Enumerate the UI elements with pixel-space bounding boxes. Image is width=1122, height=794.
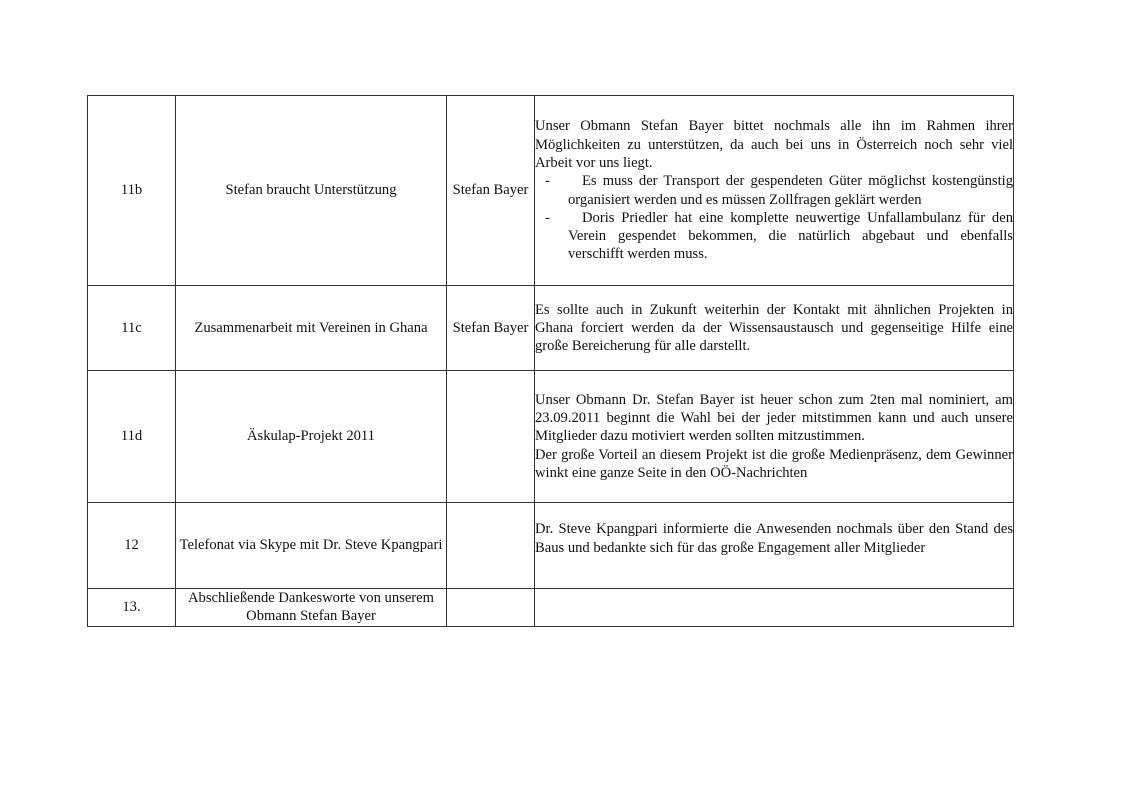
bullet-dash: -: [545, 173, 550, 190]
table-row: [88, 96, 1014, 286]
list-item: [535, 172, 1013, 209]
description-text-2: Der große Vorteil an diesem Projekt ist die große Medienpräsenz, dem Gewinner winkt eine ganze Seite in den OÖ-Nachrichten: [535, 446, 1013, 481]
item-number: 11c: [88, 286, 176, 371]
item-description: [535, 371, 1014, 503]
item-topic: Abschließende Dankesworte von unserem Obmann Stefan Bayer: [176, 589, 447, 627]
item-number: 13.: [88, 589, 176, 627]
item-description: [535, 286, 1014, 371]
description-text: Dr. Steve Kpangpari informierte die Anwesenden nochmals über den Stand des Baus und bedankte sich für das große Engagement aller Mitglieder: [535, 521, 1013, 556]
item-topic: Äskulap-Projekt 2011: [176, 371, 447, 503]
description-text: Unser Obmann Dr. Stefan Bayer ist heuer schon zum 2ten mal nominiert, am 23.09.2011 beginnt die Wahl bei der jeder mitstimmen kann und auch unsere Mitglieder dazu motiviert werden sollten mitzustimmen.: [535, 391, 1013, 445]
item-description: [535, 96, 1014, 286]
bullet-dash: -: [545, 209, 550, 226]
item-number: 12: [88, 503, 176, 589]
item-topic: Telefonat via Skype mit Dr. Steve Kpangpari: [176, 503, 447, 589]
item-number: 11d: [88, 371, 176, 503]
item-topic: Stefan braucht Unterstützung: [176, 96, 447, 286]
item-topic: Zusammenarbeit mit Vereinen in Ghana: [176, 286, 447, 371]
item-description: [535, 589, 1014, 627]
bullet-text: Es muss der Transport der gespendeten Güter möglichst kostengünstig organisiert werden und es müssen Zollfragen geklärt werden: [568, 173, 1013, 208]
description-bullets: [535, 172, 1013, 263]
table-row: [88, 371, 1014, 503]
minutes-table: [87, 95, 1014, 627]
description-intro: Unser Obmann Stefan Bayer bittet nochmals alle ihn im Rahmen ihrer Möglichkeiten zu unterstützen, da auch bei uns in Österreich noch sehr viel Arbeit vor uns liegt.: [535, 118, 1013, 171]
bullet-text: Doris Priedler hat eine komplette neuwertige Unfallambulanz für den Verein gespendet bekommen, die natürlich abgebaut und ebenfalls verschifft werden muss.: [568, 209, 1013, 263]
item-person: Stefan Bayer: [447, 96, 535, 286]
table-row: [88, 503, 1014, 589]
table-row: [88, 589, 1014, 627]
item-number: 11b: [88, 96, 176, 286]
item-person: [447, 503, 535, 589]
item-description: [535, 503, 1014, 589]
description-text: Es sollte auch in Zukunft weiterhin der Kontakt mit ähnlichen Projekten in Ghana forciert werden da der Wissensaustausch und gegenseitige Hilfe eine große Bereicherung für alle darstellt.: [535, 301, 1013, 355]
item-person: [447, 371, 535, 503]
table-row: [88, 286, 1014, 371]
item-person: [447, 589, 535, 627]
item-person: Stefan Bayer: [447, 286, 535, 371]
list-item: [535, 209, 1013, 264]
